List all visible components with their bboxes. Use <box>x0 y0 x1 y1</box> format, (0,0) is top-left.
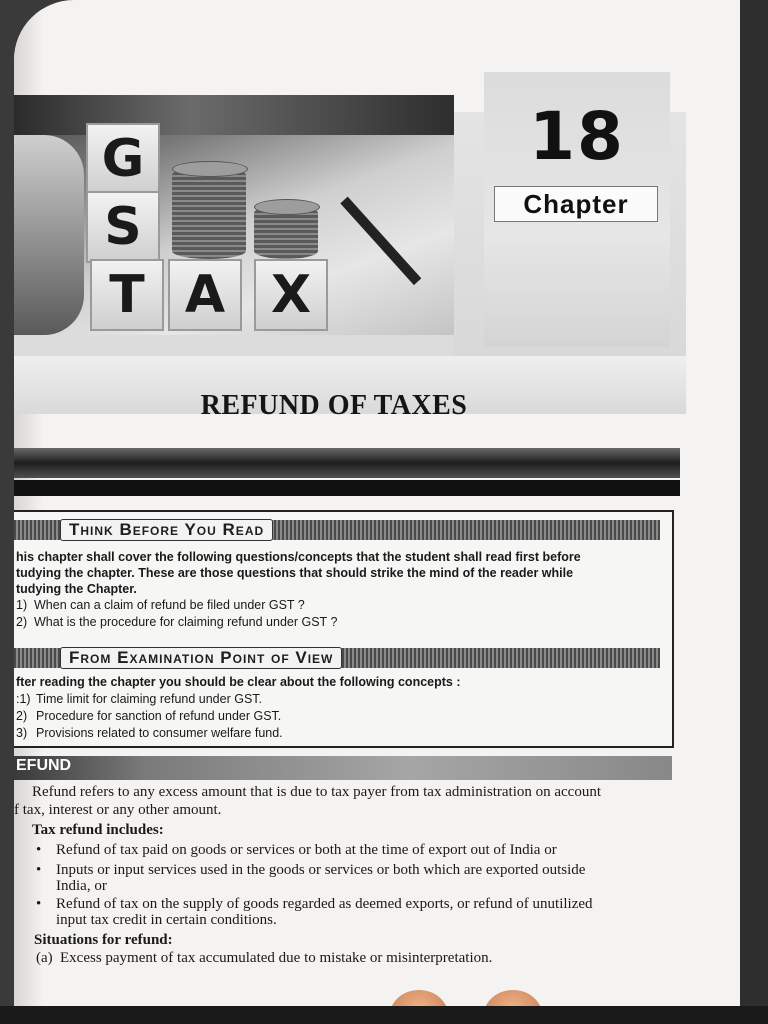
chapter-preview-box <box>14 510 674 748</box>
image-top-shadow <box>14 95 454 135</box>
bullet-dot: • <box>36 896 42 912</box>
cube-letter-s: S <box>86 191 160 263</box>
book-page <box>14 0 740 1024</box>
cube-letter-x: X <box>254 259 328 331</box>
bullet-2-line-1: Inputs or input services used in the goods or services or both which are exported outside <box>56 862 586 878</box>
situation-a-number: (a) <box>36 950 53 966</box>
coin-stack-tall <box>172 167 246 259</box>
chapter-label: Chapter <box>494 186 658 222</box>
bullet-3-line-2: input tax credit in certain conditions. <box>56 912 277 928</box>
exam-item-text: Time limit for claiming refund under GST. <box>36 692 263 706</box>
think-item-text: When can a claim of refund be filed under GST ? <box>34 598 305 612</box>
cube-letter-a: A <box>168 259 242 331</box>
coin-top <box>172 161 248 177</box>
exam-item-text: Provisions related to consumer welfare fund. <box>36 726 283 740</box>
think-item-number: 2) <box>16 615 28 629</box>
hand-silhouette <box>14 135 84 335</box>
refund-heading-bar <box>14 756 672 780</box>
background-bottom-edge <box>0 1006 768 1024</box>
think-item-text: What is the procedure for claiming refund under GST ? <box>34 615 338 629</box>
tax-refund-includes-label: Tax refund includes: <box>32 822 164 838</box>
cube-letter-g: G <box>86 123 160 195</box>
refund-para-line-2: f tax, interest or any other amount. <box>14 802 222 818</box>
exam-item-text: Procedure for sanction of refund under GST. <box>36 709 282 723</box>
pen-shape <box>340 197 421 285</box>
exam-heading: From Examination Point of View <box>60 647 342 669</box>
bullet-3-line-1: Refund of tax on the supply of goods regarded as deemed exports, or refund of unutilized <box>56 896 593 912</box>
coin-top <box>254 199 320 215</box>
exam-item-number: :1) <box>16 692 31 706</box>
background-right-edge <box>740 0 768 1024</box>
gst-tax-cover-image <box>14 95 454 357</box>
think-intro-line-1: his chapter shall cover the following questions/concepts that the student shall read first before <box>16 550 581 564</box>
situation-a-text: Excess payment of tax accumulated due to mistake or misinterpretation. <box>60 950 493 966</box>
exam-item-number: 3) <box>16 726 28 740</box>
think-item-number: 1) <box>16 598 28 612</box>
decorative-bar-top <box>14 448 680 478</box>
decorative-bar-bottom <box>14 480 680 496</box>
refund-heading: EFUND <box>16 757 72 774</box>
cube-letter-t: T <box>90 259 164 331</box>
think-intro-line-2: tudying the chapter. These are those questions that should strike the mind of the reader while <box>16 566 574 580</box>
bullet-dot: • <box>36 862 42 878</box>
chapter-title: REFUND OF TAXES <box>200 390 468 421</box>
situations-label: Situations for refund: <box>34 932 173 948</box>
refund-para-line-1: Refund refers to any excess amount that is due to tax payer from tax administration on account <box>32 784 601 800</box>
bullet-2-line-2: India, or <box>56 878 107 894</box>
bullet-dot: • <box>36 842 42 858</box>
think-heading: Think Before You Read <box>60 519 273 541</box>
chapter-number: 18 <box>529 98 625 175</box>
image-table-surface <box>14 335 454 357</box>
bullet-1-line-1: Refund of tax paid on goods or services or both at the time of export out of India or <box>56 842 557 858</box>
think-intro-line-3: tudying the Chapter. <box>16 582 137 596</box>
exam-item-number: 2) <box>16 709 28 723</box>
exam-intro: fter reading the chapter you should be clear about the following concepts : <box>16 675 461 689</box>
